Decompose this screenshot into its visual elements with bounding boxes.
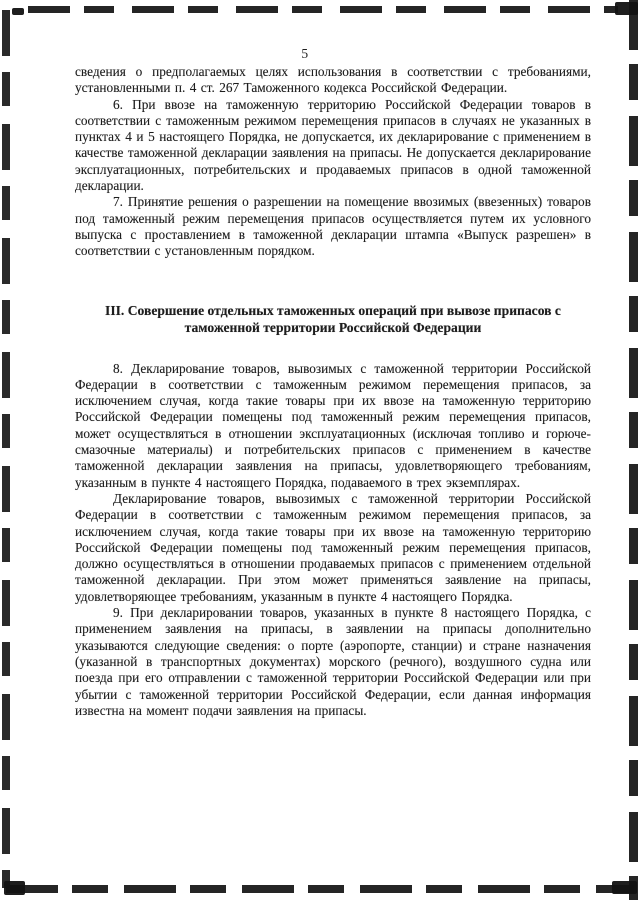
- scan-artifact-right-edge: [629, 0, 638, 900]
- page-number: 5: [301, 46, 309, 61]
- paragraph-item-6: 6. При ввозе на таможенную территорию Российской Федерации товаров в соответствии с таможенным режимом перемещения припасов в случаях не указанных в пунктах 4 и 5 настоящего Порядка, не допускается, их декларирование с применением в качестве таможенной декларации заявления на припасы. Не допускается декларирование эксплуатационных, потребительских и продаваемых припасов в одной таможенной декларации.: [75, 96, 591, 194]
- paragraph-item-8-continuation: Декларирование товаров, вывозимых с таможенной территории Российской Федерации в соответствии с таможенным режимом перемещения припасов, за исключением случая, когда такие товары при их ввозе на таможенную территорию Российской Федерации помещены под таможенный режим перемещения припасов, должно осуществляться в отношении продаваемых припасов с применением отдельной таможенной декларации. При этом может применяться заявление на припасы, удовлетворяющее требованиям, указанным в пункте 4 настоящего Порядка.: [75, 490, 591, 604]
- document-content: [75, 46, 591, 719]
- scan-artifact-bottom-right-blob: [612, 881, 637, 894]
- scan-artifact-top-right-blob: [615, 2, 638, 15]
- scan-artifact-top-edge: [28, 6, 618, 13]
- paragraph-item-9: 9. При декларировании товаров, указанных в пункте 8 настоящего Порядка, с применением заявления на припасы, в заявлении на припасы дополнительно указываются следующие сведения: о порте (аэропорте, станции) и стране назначения (указанной в транспортных документах) морского (речного), воздушного судна или поезда при его отправлении с таможенной территории Российской Федерации или при убытии с таможенной территории Российской Федерации, если данная информация известна на момент подачи заявления на припасы.: [75, 605, 591, 718]
- scan-artifact-bottom-edge: [6, 885, 634, 893]
- scan-artifact-top-left-blob: [12, 8, 24, 15]
- paragraph-item-7: 7. Принятие решения о разрешении на помещение ввозимых (ввезенных) товаров под таможенный режим перемещения припасов осуществляется путем их условного выпуска с проставлением в таможенной декларации штампа «Выпуск разрешен» в соответствии с установленным порядком.: [75, 194, 591, 259]
- paragraph-continuation: сведения о предполагаемых целях использования в соответствии с требованиями, установленными п. 4 ст. 267 Таможенного кодекса Российской Федерации.: [75, 64, 591, 96]
- scan-artifact-left-edge: [2, 10, 10, 888]
- paragraph-item-8: 8. Декларирование товаров, вывозимых с таможенной территории Российской Федерации в соответствии с таможенным режимом перемещения припасов, за исключением случая, когда такие товары при их ввозе на таможенную территорию Российской Федерации помещены под таможенный режим перемещения припасов, может осуществляться в отношении эксплуатационных (исключая топливо и горюче-смазочные материалы) и потребительских припасов с применением в качестве таможенной декларации заявления на припасы, удовлетворяющего требованиям, указанным в пункте 4 настоящего Порядка, подаваемого в трех экземплярах.: [75, 360, 591, 490]
- scan-artifact-bottom-left-blob: [4, 881, 25, 895]
- section-heading-iii: III. Совершение отдельных таможенных операций при вывозе припасов с таможенной территории Российской Федерации: [105, 302, 561, 336]
